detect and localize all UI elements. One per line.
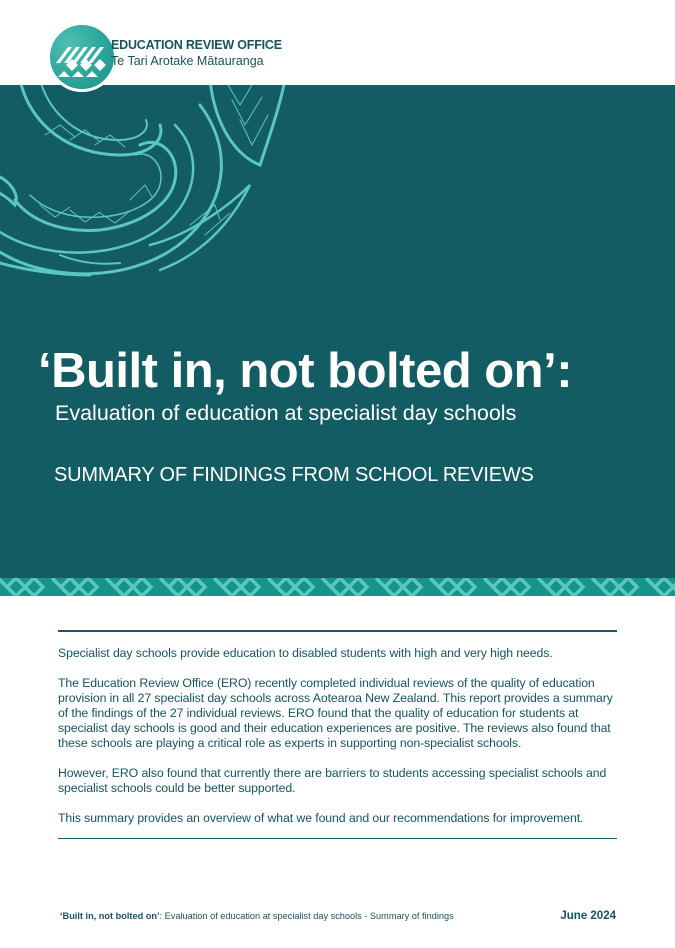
footer-document-title xyxy=(60,911,454,921)
paragraph-barriers: However, ERO also found that currently there are barriers to students accessing specialist schools and specialist schools could be better supported. xyxy=(58,765,607,795)
bottom-divider xyxy=(58,838,617,840)
organisation-name-maori: Te Tari Arotake Mātauranga xyxy=(111,53,264,68)
footer-title-rest: : Evaluation of education at specialist day schools - Summary of findings xyxy=(159,911,454,921)
paragraph-findings: The Education Review Office (ERO) recently completed individual reviews of the quality of education provision in all 27 specialist day schools across Aotearoa New Zealand. This report provides a summary of the findings of the 27 individual reviews. ERO found that the quality of education for students at specialist day schools is good and their education experiences are positive. The reviews also found that these schools are playing a critical role as experts in supporting non-specialist schools. xyxy=(58,675,613,750)
paragraph-intro: Specialist day schools provide education to disabled students with high and very high needs. xyxy=(58,645,553,660)
document-kicker: SUMMARY OF FINDINGS FROM SCHOOL REVIEWS xyxy=(54,464,534,486)
summary-section xyxy=(58,630,617,839)
footer-date: June 2024 xyxy=(560,910,616,922)
paragraph-overview: This summary provides an overview of what we found and our recommendations for improvement. xyxy=(58,810,584,825)
document-subtitle: Evaluation of education at specialist day schools xyxy=(55,401,517,425)
ero-logo-icon xyxy=(47,22,117,92)
brand-text xyxy=(111,39,282,67)
cover-hero xyxy=(0,85,675,578)
top-divider xyxy=(58,630,617,632)
organisation-name: EDUCATION REVIEW OFFICE xyxy=(111,38,282,52)
summary-body xyxy=(58,646,617,826)
diamond-lattice-band-icon xyxy=(0,578,675,596)
koru-pattern-icon xyxy=(0,85,320,285)
footer-title-bold: ‘Built in, not bolted on’ xyxy=(60,911,160,921)
document-title: ‘Built in, not bolted on’: xyxy=(38,344,573,398)
